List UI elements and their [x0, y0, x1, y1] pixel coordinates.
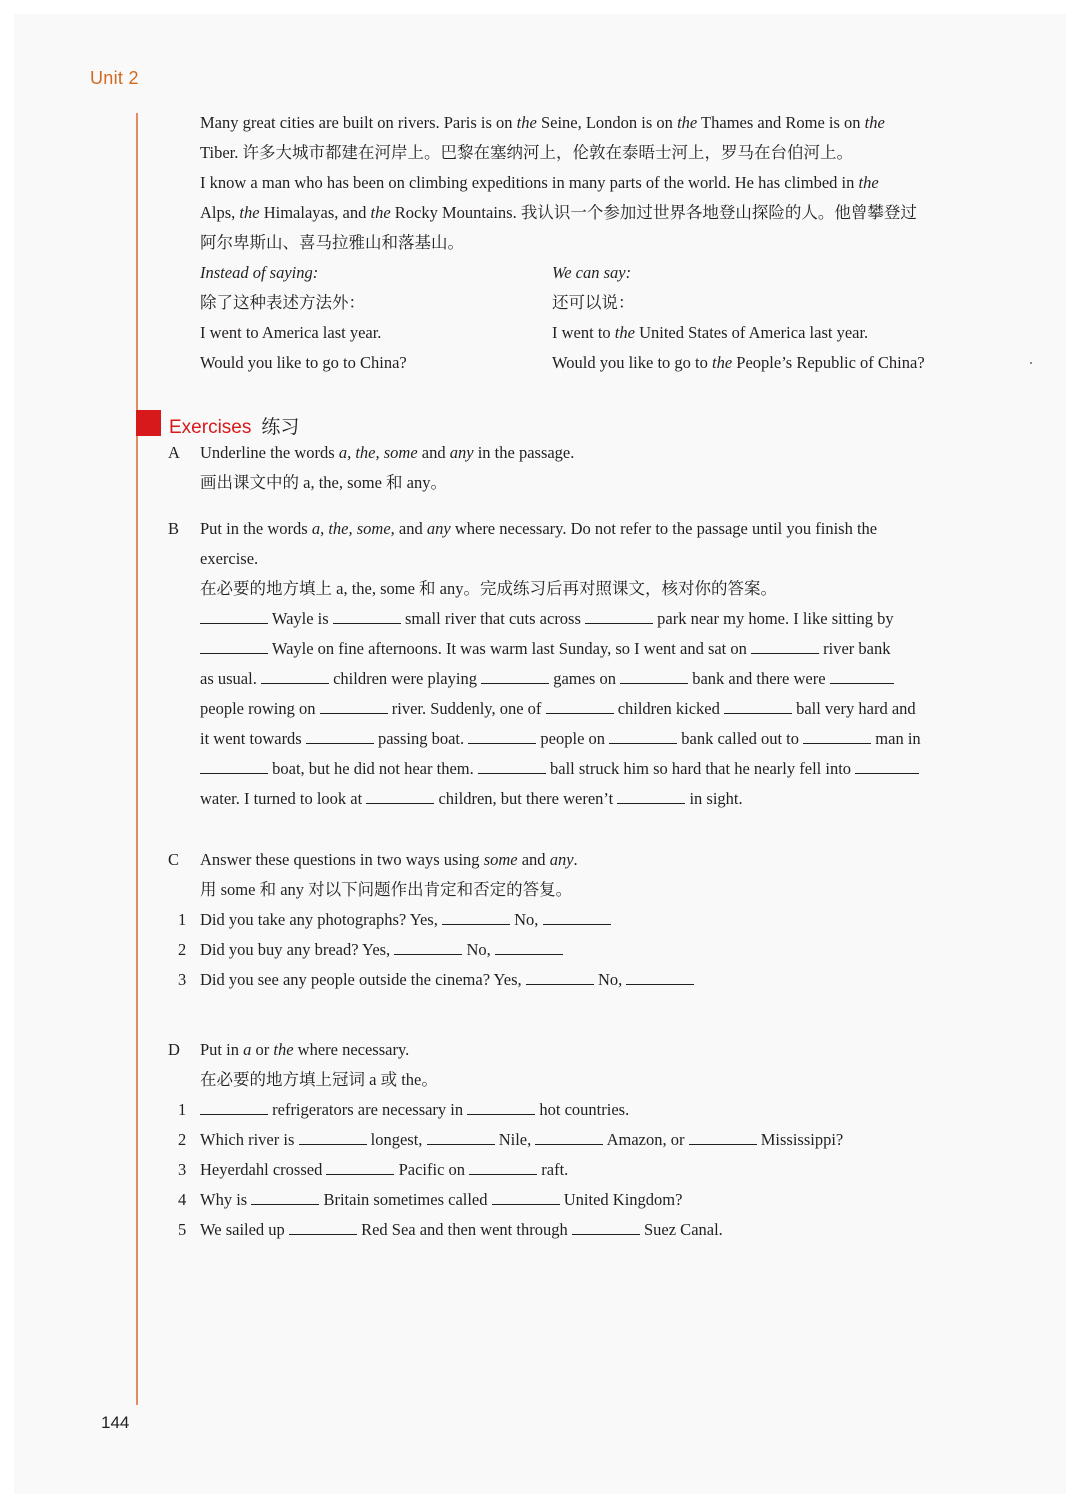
answer-blank[interactable] — [200, 639, 268, 654]
answer-blank[interactable] — [803, 729, 871, 744]
answer-blank[interactable] — [609, 729, 677, 744]
answer-blank[interactable] — [200, 759, 268, 774]
answer-blank[interactable] — [468, 729, 536, 744]
exercise-d-instruction-cn: 在必要的地方填上冠词 a 或 the。 — [200, 1070, 438, 1089]
answer-blank[interactable] — [617, 789, 685, 804]
exercise-c-letter: C — [168, 850, 180, 869]
answer-blank[interactable] — [626, 970, 694, 985]
question-item: Which river is longest, Nile, Amazon, or Mississippi? — [200, 1130, 844, 1149]
answer-blank[interactable] — [326, 1160, 394, 1175]
answer-blank[interactable] — [366, 789, 434, 804]
answer-blank[interactable] — [251, 1190, 319, 1205]
speck — [1030, 362, 1032, 364]
exercise-a-instruction-cn: 画出课文中的 a, the, some 和 any。 — [200, 473, 448, 492]
answer-blank[interactable] — [299, 1130, 367, 1145]
question-item: Did you buy any bread? Yes, No, — [200, 940, 563, 960]
question-number: 3 — [178, 1160, 187, 1179]
answer-blank[interactable] — [394, 940, 462, 955]
question-item: Heyerdahl crossed Pacific on raft. — [200, 1160, 569, 1179]
exercise-b-instruction-cn: 在必要的地方填上 a, the, some 和 any。完成练习后再对照课文，核对你的答案。 — [200, 579, 778, 598]
question-item: We sailed up Red Sea and then went through Suez Canal. — [200, 1220, 723, 1239]
instead-heading: Instead of saying: — [200, 263, 319, 282]
intro-line-2: Tiber. 许多大城市都建在河岸上。巴黎在塞纳河上，伦敦在泰晤士河上，罗马在台伯河上。 — [200, 143, 853, 162]
passage-line-4: people rowing on river. Suddenly, one of children kicked ball very hard and — [200, 699, 916, 718]
question-number: 3 — [178, 970, 187, 989]
answer-blank[interactable] — [855, 759, 919, 774]
intro-line-5: 阿尔卑斯山、喜马拉雅山和落基山。 — [200, 233, 464, 252]
answer-blank[interactable] — [495, 940, 563, 955]
instead-example-1: I went to America last year. — [200, 323, 382, 342]
passage-line-1: Wayle is small river that cuts across park near my home. I like sitting by — [200, 609, 894, 629]
exercises-title: Exercises 练习 — [169, 417, 300, 438]
can-say-example-2: Would you like to go to the People’s Republic of China? — [552, 353, 925, 372]
passage-line-2: Wayle on fine afternoons. It was warm last Sunday, so I went and sat on river bank — [200, 639, 891, 659]
answer-blank[interactable] — [442, 910, 510, 925]
can-say-heading-cn: 还可以说： — [552, 293, 635, 312]
answer-blank[interactable] — [689, 1130, 757, 1145]
exercise-b-instruction-cont: exercise. — [200, 549, 259, 568]
exercise-a-letter: A — [168, 443, 180, 462]
answer-blank[interactable] — [469, 1160, 537, 1175]
can-say-example-1: I went to the United States of America last year. — [552, 323, 869, 342]
can-say-heading: We can say: — [552, 263, 632, 282]
intro-line-1: Many great cities are built on rivers. Paris is on the Seine, London is on the Thames and Rome is on the — [200, 113, 885, 132]
margin-rule — [136, 113, 138, 1405]
answer-blank[interactable] — [526, 970, 594, 985]
exercise-b-instruction: Put in the words a, the, some, and any where necessary. Do not refer to the passage until you finish the — [200, 519, 878, 538]
answer-blank[interactable] — [320, 699, 388, 714]
question-item: Why is Britain sometimes called United Kingdom? — [200, 1190, 683, 1209]
answer-blank[interactable] — [546, 699, 614, 714]
question-number: 1 — [178, 910, 187, 929]
question-number: 5 — [178, 1220, 187, 1239]
passage-line-5: it went towards passing boat. people on bank called out to man in — [200, 729, 921, 748]
exercise-c-instruction-cn: 用 some 和 any 对以下问题作出肯定和否定的答复。 — [200, 880, 573, 899]
answer-blank[interactable] — [492, 1190, 560, 1205]
answer-blank[interactable] — [289, 1220, 357, 1235]
passage-line-7: water. I turned to look at children, but there weren’t in sight. — [200, 789, 743, 808]
answer-blank[interactable] — [543, 910, 611, 925]
question-number: 4 — [178, 1190, 187, 1209]
question-item: Did you take any photographs? Yes, No, — [200, 910, 611, 930]
answer-blank[interactable] — [620, 669, 688, 684]
intro-line-4: Alps, the Himalayas, and the Rocky Mountains. 我认识一个参加过世界各地登山探险的人。他曾攀登过 — [200, 203, 917, 222]
question-item: Did you see any people outside the cinema? Yes, No, — [200, 970, 694, 990]
exercise-b-letter: B — [168, 519, 180, 538]
answer-blank[interactable] — [261, 669, 329, 684]
answer-blank[interactable] — [200, 1100, 268, 1115]
passage-line-6: boat, but he did not hear them. ball struck him so hard that he nearly fell into — [200, 759, 919, 779]
answer-blank[interactable] — [724, 699, 792, 714]
answer-blank[interactable] — [572, 1220, 640, 1235]
answer-blank[interactable] — [751, 639, 819, 654]
intro-line-3: I know a man who has been on climbing expeditions in many parts of the world. He has climbed in the — [200, 173, 879, 192]
answer-blank[interactable] — [535, 1130, 603, 1145]
answer-blank[interactable] — [467, 1100, 535, 1115]
answer-blank[interactable] — [333, 609, 401, 624]
answer-blank[interactable] — [200, 609, 268, 624]
exercise-d-letter: D — [168, 1040, 180, 1059]
exercises-marker — [136, 410, 161, 436]
exercise-c-instruction: Answer these questions in two ways using some and any. — [200, 850, 578, 869]
exercise-d-instruction: Put in a or the where necessary. — [200, 1040, 410, 1059]
question-number: 2 — [178, 1130, 187, 1149]
textbook-page — [14, 14, 1066, 1494]
exercise-a-instruction: Underline the words a, the, some and any in the passage. — [200, 443, 575, 462]
question-item: refrigerators are necessary in hot countries. — [200, 1100, 629, 1120]
unit-label: Unit 2 — [90, 68, 139, 88]
answer-blank[interactable] — [481, 669, 549, 684]
question-number: 2 — [178, 940, 187, 959]
answer-blank[interactable] — [585, 609, 653, 624]
answer-blank[interactable] — [478, 759, 546, 774]
instead-heading-cn: 除了这种表述方法外： — [200, 293, 365, 312]
passage-line-3: as usual. children were playing games on bank and there were — [200, 669, 894, 689]
answer-blank[interactable] — [427, 1130, 495, 1145]
question-number: 1 — [178, 1100, 187, 1119]
answer-blank[interactable] — [830, 669, 894, 684]
answer-blank[interactable] — [306, 729, 374, 744]
page-number: 144 — [101, 1413, 130, 1432]
instead-example-2: Would you like to go to China? — [200, 353, 407, 372]
